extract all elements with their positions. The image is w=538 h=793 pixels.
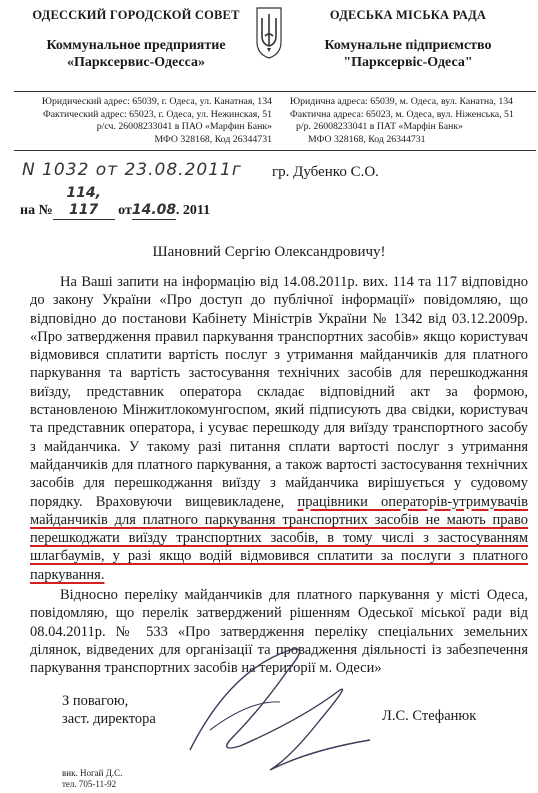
executor-phone: тел. 705-11-92	[62, 779, 117, 789]
ukraine-trident-icon	[254, 6, 284, 60]
closing-block	[62, 692, 156, 728]
executor-name: вик. Ногай Д.С.	[62, 768, 123, 778]
bank-account-ru: р/сч. 26008233041 в ПАО «Марфин Банк»	[96, 121, 272, 132]
handwritten-signature	[170, 630, 380, 780]
bank-code-uk: МФО 328168, Код 26344731	[308, 133, 426, 145]
highlighted-statement: працівники операторів-утримувачів майданчиків для платного паркування транспортних засобів не мають право перешкоджати виїзду транспортних засобів, в тому числі з застосуванням шлагбаумів, у разі якщо водій відмовився сплатити за послуги з платного паркування.	[30, 493, 528, 583]
signer-name: Л.С. Стефанюк	[382, 708, 477, 724]
outgoing-number-handwritten: N 1032 от 23.08.2011г	[22, 160, 242, 180]
body-paragraph-1	[30, 273, 528, 584]
letterhead-divider-top	[14, 91, 536, 92]
letterhead-divider-bottom	[14, 150, 536, 151]
reference-line	[20, 185, 210, 220]
closing-regards: З повагою,	[62, 693, 129, 709]
bank-account-uk: р/р. 26008233041 в ПАТ «Марфін Банк»	[296, 121, 464, 132]
letter-body	[30, 273, 528, 678]
reference-number: 114, 117	[66, 185, 101, 218]
company-type-uk: Комунальне підприємство	[324, 38, 492, 53]
legal-address-ru: Юридический адрес: 65039, г. Одеса, ул. Канатная, 134	[41, 96, 272, 107]
company-type-ru: Коммунальное предприятие	[46, 38, 226, 53]
council-name-ru: ОДЕССКИЙ ГОРОДСКОЙ СОВЕТ	[32, 8, 240, 22]
company-name-ru	[20, 37, 252, 71]
salutation: Шановний Сергію Олександровичу!	[152, 244, 386, 260]
recipient-name: гр. Дубенко С.О.	[272, 164, 379, 180]
address-block-ru	[14, 96, 272, 146]
letterhead-left	[20, 8, 252, 71]
company-title-uk: "Парксервіс-Одеса"	[343, 55, 473, 70]
reference-year: . 2011	[175, 203, 211, 218]
body-paragraph-1-text: На Ваші запити на інформацію від 14.08.2011р. вих. 114 та 117 відповідно до закону України «Про доступ до публічної інформації» повідомляю, що відповідно до постанови Кабінету Міністрів України № 1342 від 03.12.2009р. «Про затвердження правил паркування транспортних засобів» якщо користувач відмовився сплатити вартість послуг з утримання майданчиків для платного паркування та вартість застосування технічних засобів для перешкоджання виїзду, представник оператора складає відповідний акт за формою, встановленою Мінжитлокомунгоспом, який підписують два свідки, користувач та представник оператора, і усуває перешкоду для виїзду транспортного засобу з майданчика. У такому разі питання сплати вартості послуг з утримання майданчиків для платного паркування, а також вартості застосування технічних засобів для перешкоджання виїзду з майданчика вирішується у судовому порядку. Враховуючи вищевикладене,	[30, 274, 528, 510]
bank-code-ru: МФО 328168, Код 26344731	[154, 133, 272, 145]
body-paragraph-2: Відносно переліку майданчиків для платного паркування у місті Одеса, повідомляю, що перелік затверджений рішенням Одеської міської ради від 08.04.2011р. № 533 «Про затвердження переліку спеціальних земельних ділянок, відведених для організації та провадження діяльності із забезпечення паркування транспортних засобів на території м. Одеси»	[30, 587, 528, 677]
letterhead-right	[292, 8, 524, 71]
address-block-uk	[290, 96, 536, 146]
closing-position: заст. директора	[62, 711, 156, 727]
company-title-ru: «Парксервис-Одесса»	[66, 55, 206, 70]
reference-prefix: на №	[20, 203, 53, 218]
actual-address-ru: Фактический адрес: 65023, г. Одеса, ул. Нежинская, 51	[42, 108, 272, 120]
legal-address-uk: Юридична адреса: 65039, м. Одеса, вул. Канатна, 134	[290, 96, 514, 107]
actual-address-uk: Фактична адреса: 65023, м. Одеса, вул. Ніженська, 51	[290, 108, 514, 120]
executor-info	[62, 768, 122, 790]
council-name-uk: ОДЕСЬКА МІСЬКА РАДА	[329, 8, 487, 22]
reference-from: от	[118, 203, 132, 218]
company-name-uk	[292, 37, 524, 71]
reference-date: 14.08	[131, 202, 177, 218]
